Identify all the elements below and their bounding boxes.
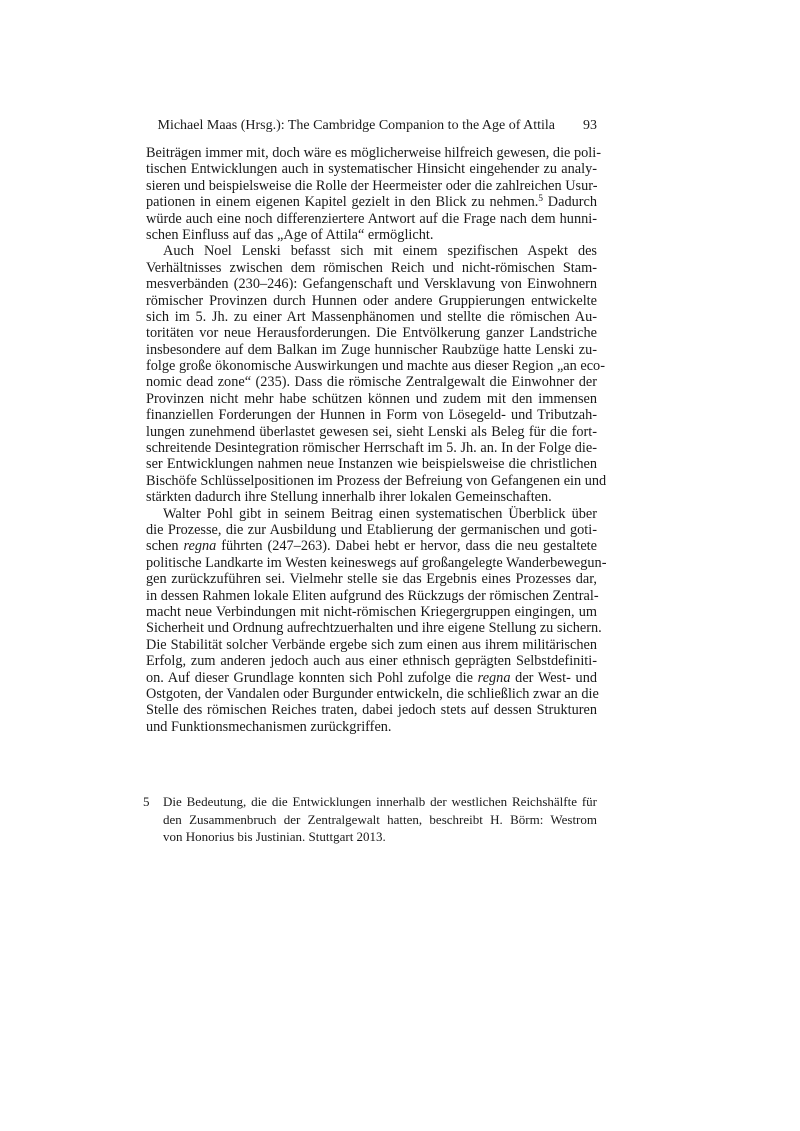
- text-line: [146, 325, 597, 341]
- text-segment: sich im 5. Jh. zu einer Art Massenphänomen und stellte die römischen Au-: [146, 308, 597, 325]
- text-segment: finanziellen Forderungen der Hunnen in Form von Lösegeld- und Tributzah-: [146, 407, 597, 424]
- text-segment: würde auch eine noch differenziertere Antwort auf die Frage nach dem hunni-: [146, 210, 597, 227]
- text-line: [146, 309, 597, 325]
- text-segment: schen Einfluss auf das „Age of Attila“ ermöglicht.: [146, 226, 434, 243]
- text-line: [146, 178, 597, 194]
- text-line: [146, 702, 597, 718]
- text-line: [146, 472, 607, 489]
- paragraph: [146, 505, 607, 735]
- text-segment: Beiträgen immer mit, doch wäre es möglicherweise hilfreich gewesen, die poli-: [146, 145, 601, 161]
- text-segment: Sicherheit und Ordnung aufrechtzuerhalten und ihre eigene Stellung zu sichern.: [146, 620, 602, 637]
- text-segment: Provinzen nicht mehr habe schützen können und zudem mit den immensen: [146, 390, 597, 407]
- text-segment: folge große ökonomische Auswirkungen und machte aus dieser Region „an eco-: [146, 358, 605, 375]
- footnote-reference: 5: [538, 194, 544, 205]
- text-line: [146, 686, 597, 702]
- text-segment: pationen in einem eigenen Kapitel gezielt in den Blick zu nehmen.: [146, 194, 539, 211]
- running-header-title: Michael Maas (Hrsg.): The Cambridge Companion to the Age of Attila: [157, 118, 555, 133]
- text-line: [146, 260, 597, 276]
- footnote-number: 5: [143, 794, 150, 809]
- text-segment: der West- und: [510, 669, 597, 686]
- page-number: 93: [583, 118, 597, 133]
- text-line: [146, 604, 597, 620]
- text-segment: Bischöfe Schlüsselpositionen im Prozess der Befreiung von Gefangenen ein und: [146, 472, 607, 489]
- footnote: [143, 793, 597, 846]
- text-segment: sieren und beispielsweise die Rolle der Heermeister oder die zahlreichen Usur-: [146, 177, 598, 194]
- text-segment: politische Landkarte im Westen keineswegs auf großangelegte Wanderbewegun-: [146, 554, 607, 571]
- text-segment: Stelle des römischen Reiches traten, dabei jedoch stets auf dessen Strukturen: [146, 702, 597, 719]
- text-segment: tischen Entwicklungen auch in systematischer Hinsicht eingehender zu analy-: [146, 161, 597, 178]
- italic-text: regna: [183, 538, 217, 555]
- text-line: [146, 620, 602, 637]
- text-segment: in dessen Rahmen lokale Eliten aufgrund des Rückzugs der römischen Zentral-: [146, 587, 599, 604]
- text-line: [146, 374, 597, 390]
- text-segment: ser Entwicklungen nahmen neue Instanzen wie beispielsweise die christlichen: [146, 456, 597, 473]
- text-line: [146, 571, 597, 587]
- text-line: [146, 211, 597, 227]
- text-line: [146, 243, 597, 259]
- text-segment: Verhältnisses zwischen dem römischen Reich und nicht-römischen Stam-: [146, 259, 597, 276]
- paragraph: [146, 145, 601, 243]
- text-line: [146, 342, 597, 358]
- text-line: [146, 456, 597, 472]
- text-segment: Walter Pohl gibt in seinem Beitrag einen systematischen Überblick über: [163, 505, 597, 522]
- italic-text: regna: [477, 669, 511, 686]
- text-segment: stärkten dadurch ihre Stellung innerhalb ihrer lokalen Gemeinschaften.: [146, 489, 552, 506]
- text-segment: mesverbänden (230–246): Gefangenschaft und Versklavung von Einwohnern: [146, 276, 597, 293]
- text-line: [146, 424, 597, 440]
- text-segment: insbesondere auf dem Balkan im Zuge hunnischer Raubzüge hatte Lenski zu-: [146, 341, 597, 358]
- text-line: [146, 276, 597, 292]
- text-line: [146, 161, 597, 177]
- text-line: [146, 293, 597, 309]
- footnote-line: Die Bedeutung, die die Entwicklungen innerhalb der westlichen Reichshälfte für: [163, 794, 597, 809]
- text-segment: Auch Noel Lenski befasst sich mit einem spezifischen Aspekt des: [163, 243, 597, 260]
- text-segment: schreitende Desintegration römischer Herrschaft im 5. Jh. an. In der Folge die-: [146, 440, 597, 457]
- text-line: [146, 719, 597, 735]
- text-line: [146, 670, 597, 686]
- footnote-line: von Honorius bis Justinian. Stuttgart 2013.: [163, 829, 386, 844]
- text-line: [146, 554, 607, 571]
- text-segment: Ostgoten, der Vandalen oder Burgunder entwickeln, die schließlich zwar an die: [146, 685, 599, 702]
- text-line: [146, 407, 597, 423]
- text-line: [146, 522, 597, 538]
- text-segment: lungen zunehmend überlastet gewesen sei, sieht Lenski als Beleg für die fort-: [146, 423, 597, 440]
- paragraph: [146, 243, 607, 506]
- text-line: [146, 145, 601, 161]
- footnote-line: den Zusammenbruch der Zentralgewalt hatten, beschreibt H. Börm: Westrom: [163, 811, 597, 827]
- text-segment: on. Auf dieser Grundlage konnten sich Pohl zufolge die: [146, 669, 478, 686]
- text-segment: Dadurch: [543, 194, 597, 211]
- text-line: [146, 653, 597, 669]
- text-segment: nomic dead zone“ (235). Dass die römische Zentralgewalt die Einwohner der: [146, 374, 597, 391]
- text-segment: und Funktionsmechanismen zurückgriffen.: [146, 718, 392, 735]
- text-segment: Die Stabilität solcher Verbände ergebe sich zum einen aus ihrem militärischen: [146, 636, 597, 653]
- text-segment: die Prozesse, die zur Ausbildung und Etablierung der germanischen und goti-: [146, 521, 597, 538]
- text-line: [146, 588, 597, 604]
- body-text: [146, 145, 607, 735]
- running-header: [146, 118, 597, 136]
- text-segment: gen zurückzuführen sei. Vielmehr stelle sie das Ergebnis eines Prozesses dar,: [146, 571, 597, 588]
- text-line: [146, 194, 597, 210]
- text-line: [146, 506, 597, 522]
- text-line: [146, 391, 597, 407]
- text-segment: führten (247–263). Dabei hebt er hervor, dass die neu gestaltete: [216, 538, 597, 555]
- text-line: [146, 489, 597, 505]
- text-segment: schen: [146, 538, 184, 555]
- text-segment: macht neue Verbindungen mit nicht-römischen Kriegergruppen eingingen, um: [146, 603, 597, 620]
- text-line: [146, 538, 597, 554]
- text-segment: Erfolg, zum anderen jedoch auch aus einer ethnisch geprägten Selbstdefiniti-: [146, 653, 597, 670]
- text-line: [146, 637, 597, 653]
- text-line: [146, 358, 605, 375]
- text-segment: toritäten vor neue Herausforderungen. Die Entvölkerung ganzer Landstriche: [146, 325, 597, 342]
- text-line: [146, 440, 597, 456]
- text-segment: römischer Provinzen durch Hunnen oder andere Gruppierungen entwickelte: [146, 292, 597, 309]
- text-line: [146, 227, 597, 243]
